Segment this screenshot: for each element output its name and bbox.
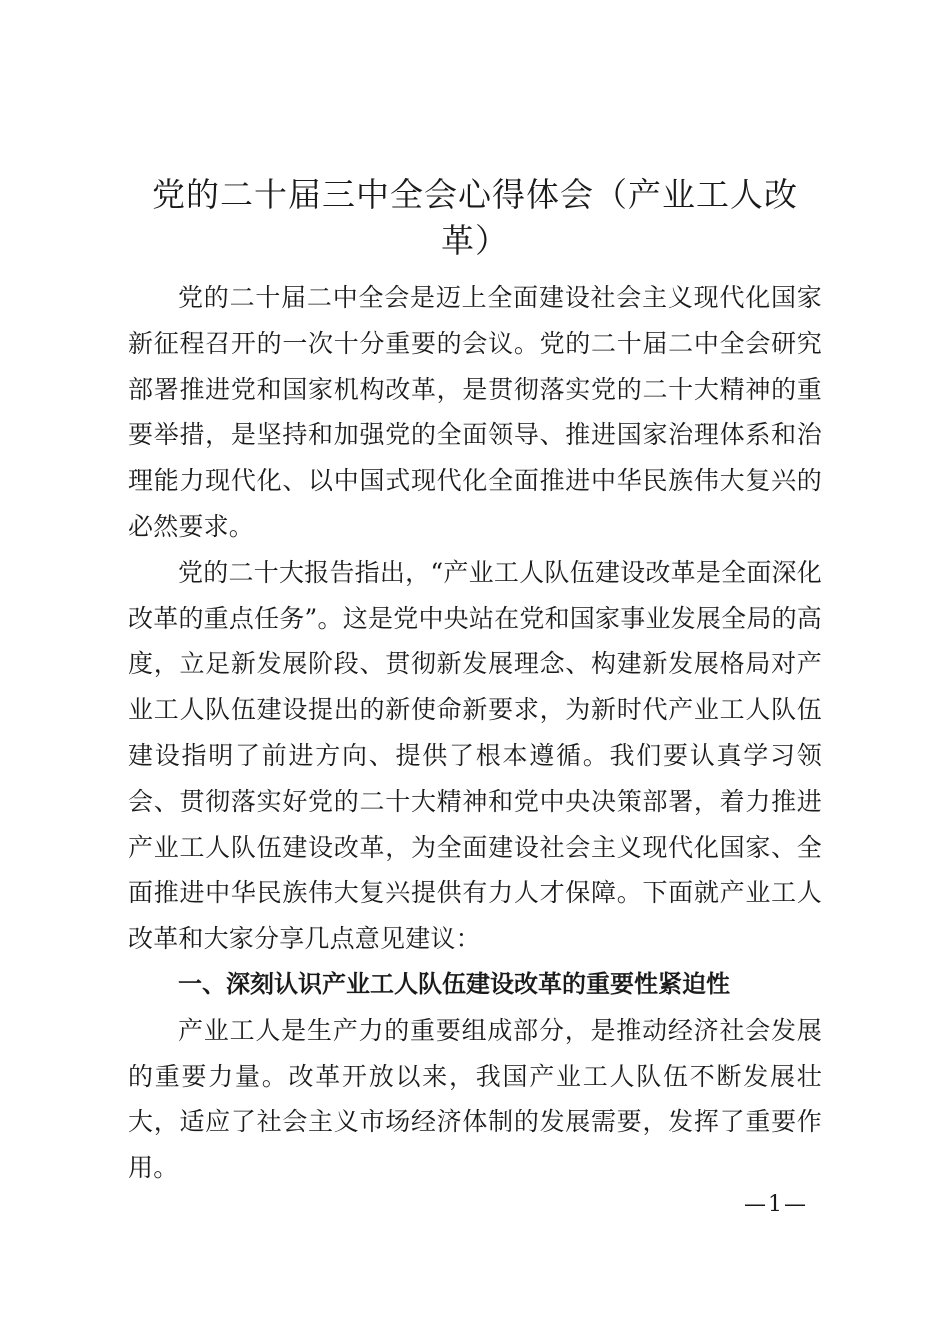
paragraph-3: 产业工人是生产力的重要组成部分，是推动经济社会发展的重要力量。改革开放以来，我国产业工人队伍不断发展壮大，适应了社会主义市场经济体制的发展需要，发挥了重要作用。 [128, 1015, 822, 1183]
document-body [128, 275, 822, 1191]
paragraph-2: 党的二十大报告指出，“产业工人队伍建设改革是全面深化改革的重点任务”。这是党中央站在党和国家事业发展全局的高度，立足新发展阶段、贯彻新发展理念、构建新发展格局对产业工人队伍建设提出的新使命新要求，为新时代产业工人队伍建设指明了前进方向、提供了根本遵循。我们要认真学习领会、贯彻落实好党的二十大精神和党中央决策部署，着力推进产业工人队伍建设改革，为全面建设社会主义现代化国家、全面推进中华民族伟大复兴提供有力人才保障。下面就产业工人改革和大家分享几点意见建议： [128, 557, 822, 954]
page-number: —1— [744, 1192, 808, 1217]
document-title: 党的二十届三中全会心得体会（产业工人改革） [152, 175, 798, 260]
paragraph-1: 党的二十届二中全会是迈上全面建设社会主义现代化国家新征程召开的一次十分重要的会议。党的二十届二中全会研究部署推进党和国家机构改革，是贯彻落实党的二十大精神的重要举措，是坚持和加强党的全面领导、推进国家治理体系和治理能力现代化、以中国式现代化全面推进中华民族伟大复兴的必然要求。 [128, 283, 822, 541]
section-heading-1: 一、深刻认识产业工人队伍建设改革的重要性紧迫性 [178, 969, 730, 998]
